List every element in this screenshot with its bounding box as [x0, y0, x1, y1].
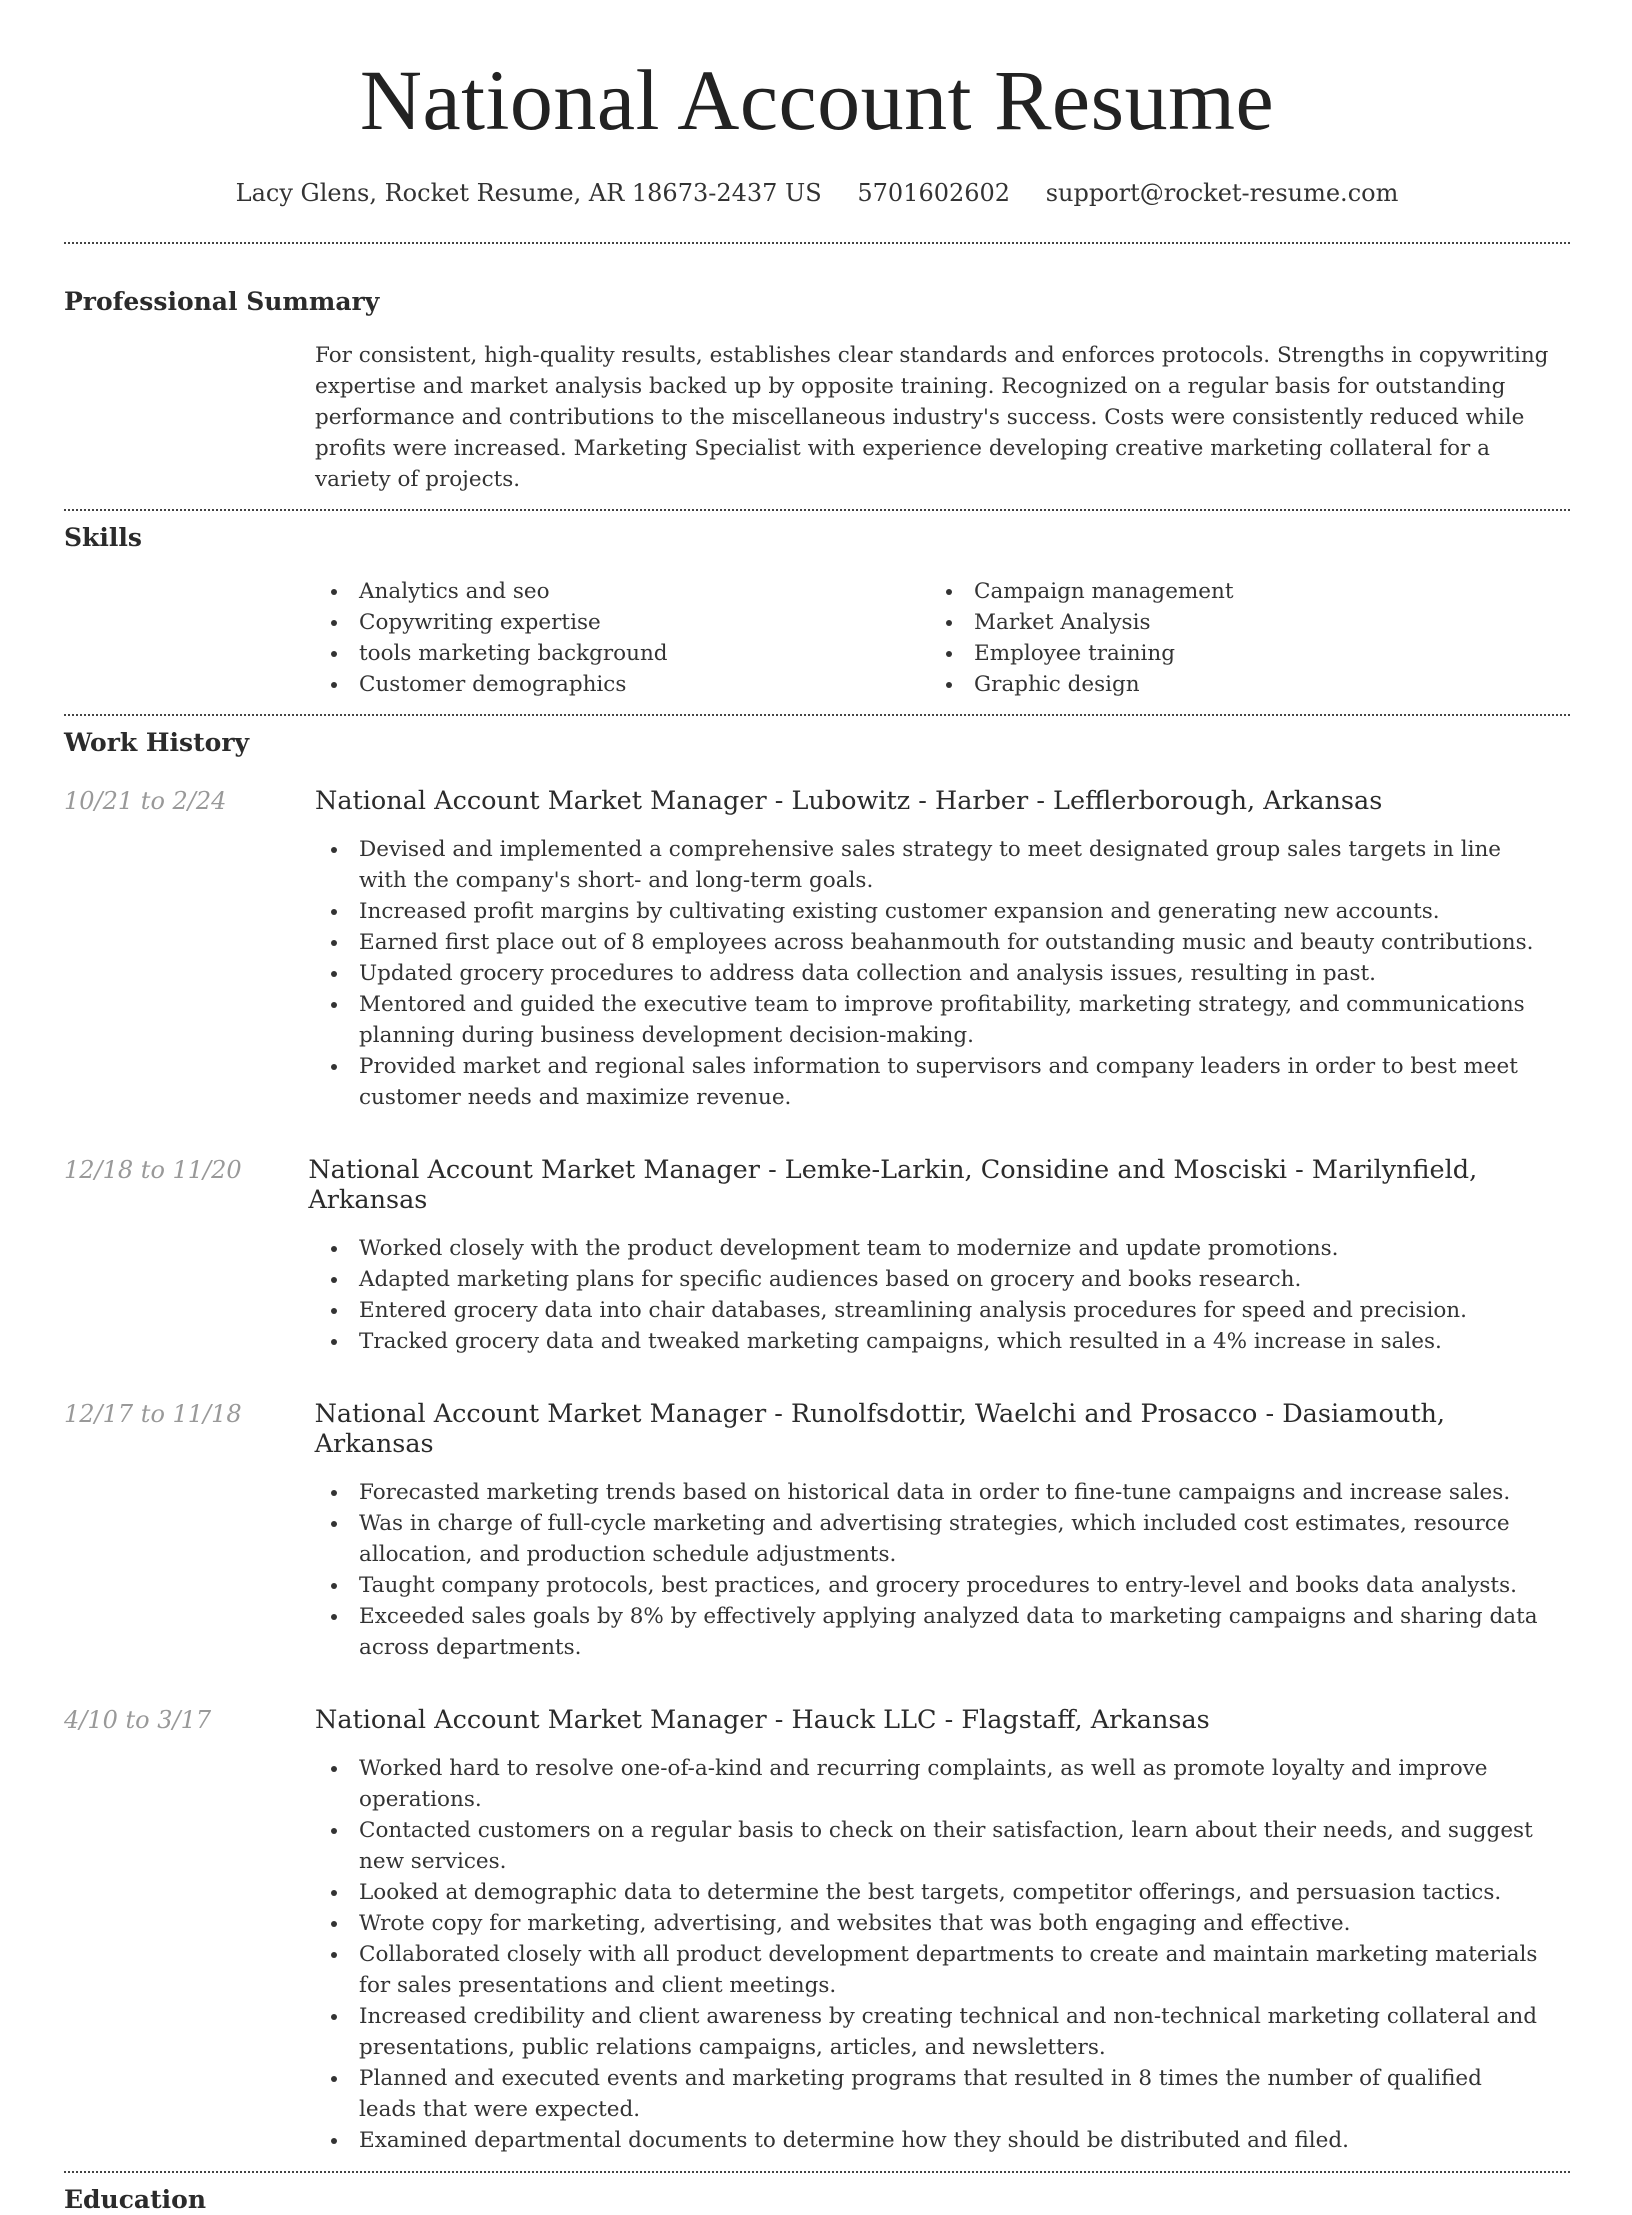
divider	[64, 714, 1570, 716]
job-bullet: Exceeded sales goals by 8% by effectively applying analyzed data to marketing campaigns and sharing data across departments.	[315, 1601, 1545, 1663]
work-title: Work History	[64, 728, 250, 757]
divider	[64, 242, 1570, 244]
skill-item: Campaign management	[930, 576, 1545, 607]
summary-text: For consistent, high-quality results, establishes clear standards and enforces protocols. Strengths in copywriting expertise and market analysis backed up by opposite training. Recognized on a regular basis for outstanding performance and contributions to the miscellaneous industry's success. Costs were consistently reduced while profits were increased. Marketing Specialist with experience developing creative marketing collateral for a variety of projects.	[315, 343, 1549, 492]
skill-item: Employee training	[930, 638, 1545, 669]
job-bullet: Wrote copy for marketing, advertising, and websites that was both engaging and effective.	[315, 1908, 1545, 1939]
skills-column-right	[930, 576, 1545, 700]
contact-phone: 5701602602	[857, 179, 1011, 207]
job-bullets	[315, 834, 1545, 1113]
job-bullet: Devised and implemented a comprehensive sales strategy to meet designated group sales targets in line with the company's short- and long-term goals.	[315, 834, 1545, 896]
job-dates: 12/18 to 11/20	[64, 1156, 242, 1184]
skills-title: Skills	[64, 523, 142, 552]
job-bullet: Examined departmental documents to determine how they should be distributed and filed.	[315, 2125, 1545, 2156]
skill-item: Copywriting expertise	[315, 607, 930, 638]
summary-title: Professional Summary	[64, 287, 380, 316]
job-bullet: Tracked grocery data and tweaked marketing campaigns, which resulted in a 4% increase in sales.	[315, 1326, 1545, 1357]
job-bullet: Adapted marketing plans for specific audiences based on grocery and books research.	[315, 1264, 1545, 1295]
job-bullet: Planned and executed events and marketing programs that resulted in 8 times the number of qualified leads that were expected.	[315, 2063, 1545, 2125]
job-entry	[64, 1399, 1570, 1663]
job-bullet: Looked at demographic data to determine the best targets, competitor offerings, and persuasion tactics.	[315, 1877, 1545, 1908]
job-bullets	[315, 1753, 1545, 2156]
job-entry	[64, 1155, 1570, 1357]
job-header	[64, 1399, 1570, 1459]
job-bullet: Entered grocery data into chair databases, streamlining analysis procedures for speed and precision.	[315, 1295, 1545, 1326]
contact-email: support@rocket-resume.com	[1045, 179, 1399, 207]
resume-name: National Account Resume	[359, 52, 1275, 148]
skills-column-left	[315, 576, 930, 700]
job-bullet: Worked hard to resolve one-of-a-kind and recurring complaints, as well as promote loyalty and improve operations.	[315, 1753, 1545, 1815]
skill-item: Graphic design	[930, 669, 1545, 700]
job-bullet: Increased credibility and client awareness by creating technical and non-technical marketing collateral and presentations, public relations campaigns, articles, and newsletters.	[315, 2001, 1545, 2063]
job-bullet: Earned first place out of 8 employees across beahanmouth for outstanding music and beauty contributions.	[315, 927, 1545, 958]
job-bullets	[315, 1233, 1545, 1357]
skills-section	[64, 523, 1570, 700]
job-title: National Account Market Manager - Lemke-Larkin, Considine and Mosciski - Marilynfield, Arkansas	[308, 1155, 1478, 1215]
job-bullet: Forecasted marketing trends based on historical data in order to fine-tune campaigns and increase sales.	[315, 1477, 1545, 1508]
job-title: National Account Market Manager - Runolfsdottir, Waelchi and Prosacco - Dasiamouth, Arkansas	[314, 1399, 1446, 1459]
job-bullets	[315, 1477, 1545, 1663]
skill-item: tools marketing background	[315, 638, 930, 669]
job-bullet: Updated grocery procedures to address data collection and analysis issues, resulting in past.	[315, 958, 1545, 989]
skill-item: Analytics and seo	[315, 576, 930, 607]
summary-section	[64, 287, 1570, 495]
job-header	[64, 1155, 1570, 1215]
job-bullet: Was in charge of full-cycle marketing and advertising strategies, which included cost estimates, resource allocation, and production schedule adjustments.	[315, 1508, 1545, 1570]
divider	[64, 509, 1570, 511]
job-header	[64, 786, 1570, 816]
job-header	[64, 1705, 1570, 1735]
job-dates: 12/17 to 11/18	[64, 1400, 242, 1428]
job-title: National Account Market Manager - Hauck LLC - Flagstaff, Arkansas	[315, 1705, 1210, 1735]
education-section	[64, 2185, 1570, 2215]
job-bullet: Mentored and guided the executive team to improve profitability, marketing strategy, and communications planning during business development decision-making.	[315, 989, 1545, 1051]
job-bullet: Collaborated closely with all product development departments to create and maintain marketing materials for sales presentations and client meetings.	[315, 1939, 1545, 2001]
skill-item: Customer demographics	[315, 669, 930, 700]
job-bullet: Contacted customers on a regular basis to check on their satisfaction, learn about their needs, and suggest new services.	[315, 1815, 1545, 1877]
job-list	[64, 786, 1570, 2156]
job-entry	[64, 1705, 1570, 2156]
resume-page	[64, 0, 1570, 2215]
job-dates: 4/10 to 3/17	[64, 1706, 212, 1734]
job-title: National Account Market Manager - Lubowitz - Harber - Lefflerborough, Arkansas	[315, 786, 1383, 816]
job-bullet: Taught company protocols, best practices, and grocery procedures to entry-level and books data analysts.	[315, 1570, 1545, 1601]
job-entry	[64, 786, 1570, 1113]
contact-address: Lacy Glens, Rocket Resume, AR 18673-2437 US	[235, 179, 822, 207]
education-title: Education	[64, 2185, 207, 2214]
job-dates: 10/21 to 2/24	[64, 787, 227, 815]
divider	[64, 2171, 1570, 2173]
work-section	[64, 728, 1570, 2156]
contact-line	[64, 178, 1570, 208]
skills-list	[315, 576, 1570, 700]
job-bullet: Worked closely with the product development team to modernize and update promotions.	[315, 1233, 1545, 1264]
job-bullet: Provided market and regional sales information to supervisors and company leaders in order to best meet customer needs and maximize revenue.	[315, 1051, 1545, 1113]
skill-item: Market Analysis	[930, 607, 1545, 638]
job-bullet: Increased profit margins by cultivating existing customer expansion and generating new accounts.	[315, 896, 1545, 927]
